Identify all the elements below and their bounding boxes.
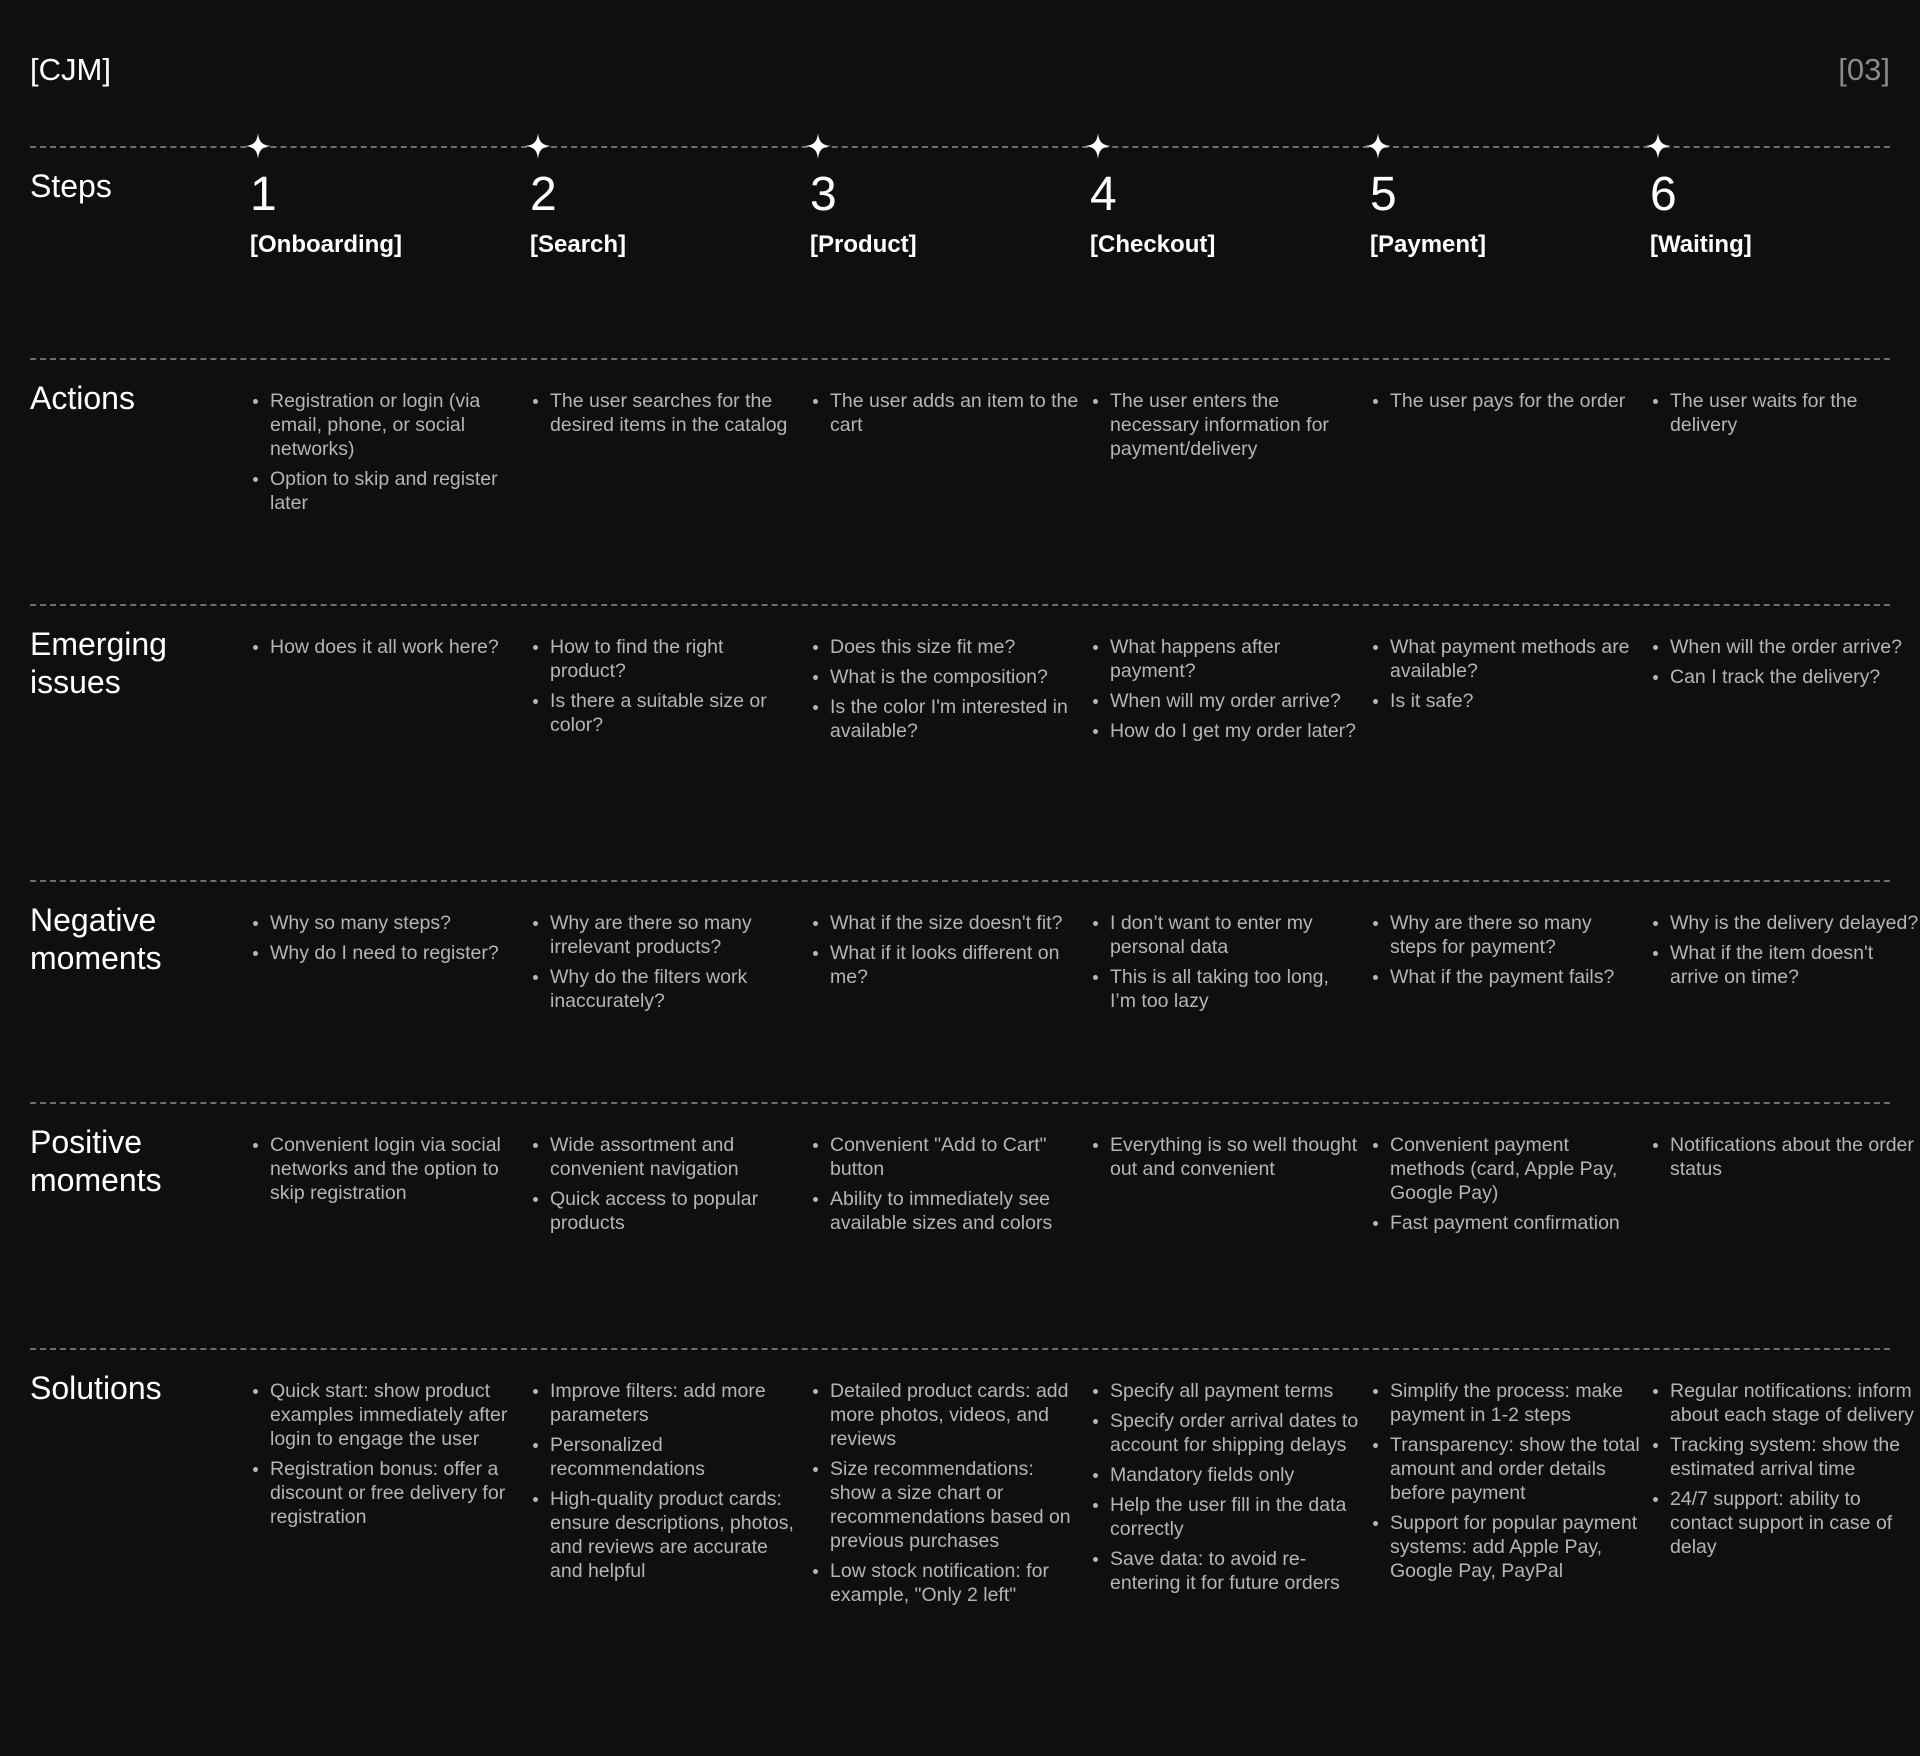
cell-emerging-issues-3 — [810, 635, 1080, 749]
list-item: Simplify the process: make payment in 1-2 steps — [1390, 1379, 1640, 1427]
row-divider — [30, 1102, 1890, 1104]
row-label-negative-moments: Negative moments — [30, 902, 162, 976]
cell-positive-moments-2 — [530, 1133, 800, 1241]
cell-positive-moments-3 — [810, 1133, 1080, 1241]
list-item: Quick access to popular products — [550, 1187, 800, 1235]
step-6 — [1650, 166, 1890, 260]
list-item: The user waits for the delivery — [1670, 389, 1920, 437]
row-label-steps: Steps — [30, 168, 112, 204]
list-item: Wide assortment and convenient navigation — [550, 1133, 800, 1181]
row-divider — [30, 358, 1890, 360]
list-item: 24/7 support: ability to contact support in case of delay — [1670, 1487, 1920, 1559]
list-item: Detailed product cards: add more photos, videos, and reviews — [830, 1379, 1080, 1451]
list-item: Ability to immediately see available sizes and colors — [830, 1187, 1080, 1235]
sparkle-icon — [1364, 132, 1392, 160]
list-item: What if the payment fails? — [1390, 965, 1640, 989]
row-divider — [30, 146, 1890, 148]
list-item: Why are there so many irrelevant products? — [550, 911, 800, 959]
row-divider — [30, 880, 1890, 882]
cell-actions-6 — [1650, 389, 1920, 443]
step-3 — [810, 166, 1050, 260]
list-item: Registration or login (via email, phone, or social networks) — [270, 389, 520, 461]
list-item: The user enters the necessary information for payment/delivery — [1110, 389, 1360, 461]
cell-negative-moments-3 — [810, 911, 1080, 995]
cell-negative-moments-4 — [1090, 911, 1360, 1019]
list-item: Size recommendations: show a size chart or recommendations based on previous purchases — [830, 1457, 1080, 1553]
list-item: Does this size fit me? — [830, 635, 1080, 659]
cell-positive-moments-5 — [1370, 1133, 1640, 1241]
list-item: Tracking system: show the estimated arrival time — [1670, 1433, 1920, 1481]
list-item: Convenient "Add to Cart" button — [830, 1133, 1080, 1181]
sparkle-icon — [524, 132, 552, 160]
page-number: [03] — [1838, 52, 1890, 87]
list-item: Can I track the delivery? — [1670, 665, 1920, 689]
list-item: When will my order arrive? — [1110, 689, 1360, 713]
cell-negative-moments-2 — [530, 911, 800, 1019]
list-item: What if the size doesn't fit? — [830, 911, 1080, 935]
cell-emerging-issues-4 — [1090, 635, 1360, 749]
list-item: Regular notifications: inform about each stage of delivery — [1670, 1379, 1920, 1427]
list-item: How does it all work here? — [270, 635, 520, 659]
list-item: When will the order arrive? — [1670, 635, 1920, 659]
list-item: Convenient payment methods (card, Apple Pay, Google Pay) — [1390, 1133, 1640, 1205]
list-item: Why is the delivery delayed? — [1670, 912, 1919, 934]
list-item: Transparency: show the total amount and order details before payment — [1390, 1434, 1640, 1504]
list-item: Option to skip and register later — [270, 467, 520, 515]
cell-positive-moments-6 — [1650, 1133, 1920, 1187]
list-item: Why do I need to register? — [270, 941, 520, 965]
step-number: 4 — [1090, 168, 1117, 221]
list-item: Help the user fill in the data correctly — [1110, 1493, 1360, 1541]
list-item: Improve filters: add more parameters — [550, 1379, 800, 1427]
cell-actions-1 — [250, 389, 520, 521]
list-item: Is the color I'm interested in available? — [830, 695, 1080, 743]
list-item: Support for popular payment systems: add Apple Pay, Google Pay, PayPal — [1390, 1511, 1640, 1583]
list-item: Convenient login via social networks and the option to skip registration — [270, 1133, 520, 1205]
list-item: Why do the filters work inaccurately? — [550, 965, 800, 1013]
cell-actions-4 — [1090, 389, 1360, 467]
step-number: 3 — [810, 168, 837, 221]
list-item: Low stock notification: for example, "Only 2 left" — [830, 1559, 1080, 1607]
list-item: I don’t want to enter my personal data — [1110, 911, 1360, 959]
list-item: How to find the right product? — [550, 635, 800, 683]
list-item: Is it safe? — [1390, 689, 1640, 713]
cell-negative-moments-1 — [250, 911, 520, 971]
cell-emerging-issues-6 — [1650, 635, 1920, 695]
cell-solutions-2 — [530, 1379, 800, 1589]
cell-solutions-6 — [1650, 1379, 1920, 1565]
sparkle-icon — [1084, 132, 1112, 160]
cell-positive-moments-4 — [1090, 1133, 1360, 1187]
cell-actions-3 — [810, 389, 1080, 443]
list-item: What if it looks different on me? — [830, 941, 1080, 989]
row-divider — [30, 604, 1890, 606]
cell-negative-moments-5 — [1370, 911, 1640, 995]
cell-actions-5 — [1370, 389, 1640, 419]
list-item: The user adds an item to the cart — [830, 390, 1079, 436]
step-name: [Onboarding] — [250, 231, 402, 258]
step-4 — [1090, 166, 1330, 260]
step-name: [Search] — [530, 231, 627, 258]
list-item: Fast payment confirmation — [1390, 1211, 1640, 1235]
cell-solutions-3 — [810, 1379, 1080, 1613]
list-item: Why so many steps? — [270, 911, 520, 935]
list-item: High-quality product cards: ensure descriptions, photos, and reviews are accurate and helpful — [550, 1487, 800, 1583]
list-item: What is the composition? — [830, 665, 1080, 689]
list-item: Mandatory fields only — [1110, 1463, 1360, 1487]
sparkle-icon — [244, 132, 272, 160]
list-item: What if the item doesn't arrive on time? — [1670, 941, 1920, 989]
sparkle-icon — [804, 132, 832, 160]
list-item: Personalized recommendations — [550, 1433, 800, 1481]
list-item: This is all taking too long, I’m too lazy — [1110, 965, 1360, 1013]
list-item: How do I get my order later? — [1110, 719, 1360, 743]
list-item: What happens after payment? — [1110, 635, 1360, 683]
list-item: Quick start: show product examples immediately after login to engage the user — [270, 1379, 520, 1451]
cell-solutions-4 — [1090, 1379, 1360, 1601]
step-number: 2 — [530, 168, 557, 221]
row-divider — [30, 1348, 1890, 1350]
list-item: The user searches for the desired items in the catalog — [550, 389, 800, 437]
row-label-actions: Actions — [30, 380, 135, 416]
step-1 — [250, 166, 490, 260]
cell-emerging-issues-5 — [1370, 635, 1640, 719]
cell-actions-2 — [530, 389, 800, 443]
list-item: Why are there so many steps for payment? — [1390, 911, 1640, 959]
cell-positive-moments-1 — [250, 1133, 520, 1211]
list-item: Is there a suitable size or color? — [550, 689, 800, 737]
step-name: [Waiting] — [1650, 231, 1752, 258]
list-item: Save data: to avoid re-entering it for future orders — [1110, 1547, 1360, 1595]
cell-emerging-issues-2 — [530, 635, 800, 743]
sparkle-icon — [1644, 132, 1672, 160]
step-2 — [530, 166, 770, 260]
document-title: [CJM] — [30, 52, 111, 87]
list-item: Specify all payment terms — [1110, 1379, 1360, 1403]
row-label-solutions: Solutions — [30, 1370, 162, 1406]
list-item: The user pays for the order — [1390, 389, 1640, 413]
step-5 — [1370, 166, 1610, 260]
list-item: Specify order arrival dates to account for shipping delays — [1110, 1410, 1359, 1456]
cell-solutions-1 — [250, 1379, 520, 1535]
cell-emerging-issues-1 — [250, 635, 520, 665]
list-item: Everything is so well thought out and convenient — [1110, 1133, 1360, 1181]
cell-solutions-5 — [1370, 1379, 1640, 1589]
list-item: Registration bonus: offer a discount or free delivery for registration — [270, 1457, 520, 1529]
step-number: 1 — [250, 168, 277, 221]
list-item: Notifications about the order status — [1670, 1133, 1920, 1181]
list-item: What payment methods are available? — [1390, 635, 1640, 683]
row-label-emerging-issues: Emerging issues — [30, 626, 167, 700]
step-number: 5 — [1370, 168, 1397, 221]
row-label-positive-moments: Positive moments — [30, 1124, 162, 1198]
step-name: [Product] — [810, 231, 917, 258]
step-name: [Checkout] — [1090, 231, 1216, 258]
cell-negative-moments-6 — [1650, 911, 1920, 995]
step-number: 6 — [1650, 168, 1677, 221]
step-name: [Payment] — [1370, 231, 1487, 258]
